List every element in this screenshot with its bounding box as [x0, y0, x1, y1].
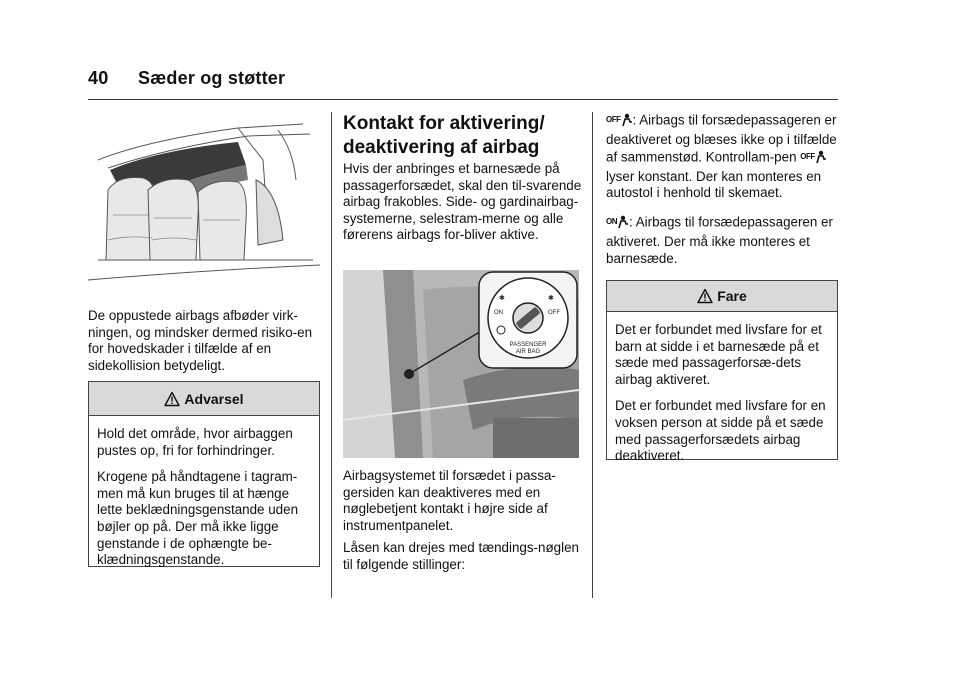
curtain-airbag-illustration [88, 120, 320, 292]
danger-box [606, 280, 838, 464]
airbag-off-text-2: lyser konstant. Der kan monteres en autostol i henhold til skemaet. [606, 168, 822, 201]
airbag-switch-photo [343, 270, 579, 458]
warning-box-body [89, 416, 319, 577]
airbag-off-text: : Airbags til forsædepassageren er deaktiveret og blæses ikke op i tilfælde af sammenstød. Kontrollam-pen [606, 112, 837, 165]
switch-on-label: ON [494, 310, 503, 316]
warning-triangle-icon [697, 288, 713, 304]
switch-description: Airbagsystemet til forsædet i passa-gersiden kan deaktiveres med en nøglebetjent kontakt i højre side af instrumentpanelet. [343, 468, 556, 533]
warning-paragraph: Hold det område, hvor airbaggen pustes op, fri for forhindringer. [97, 426, 293, 458]
svg-text:✱: ✱ [548, 295, 554, 302]
airbag-off-description [606, 112, 840, 202]
intro-paragraph: Hvis der anbringes et barnesæde på passagerforsædet, skal den til-svarende airbag frakobles. Side- og gardinairbag-systemerne, selestram-merne og alle førerens airbags for-bliver aktive. [343, 161, 582, 243]
danger-box-header [607, 281, 837, 312]
danger-paragraph: Det er forbundet med livsfare for et barn at sidde i et barnesæde på et sæde med passagerforsæ-dets airbag aktiveret. [615, 322, 822, 387]
curtain-airbag-caption: De oppustede airbags afbøder virk-ningen, og mindsker dermed risiko-en for hovedskader i tilfælde af en sidekollision betydeligt. [88, 308, 313, 373]
warning-paragraph: Krogene på håndtagene i tagram-men må kun bruges til at hænge lette beklædningsgenstande uden bøjler op på. Der må ikke ligge genstande i de ophængte be-klædningsgenstande. [97, 469, 299, 568]
warning-title: Advarsel [184, 390, 244, 407]
switch-off-label: OFF [548, 310, 560, 316]
warning-box [88, 381, 320, 567]
warning-box-header [89, 382, 319, 416]
switch-positions-intro: Låsen kan drejes med tændings-nøglen til følgende stillinger: [343, 540, 579, 572]
danger-paragraph: Det er forbundet med livsfare for en voksen person at sidde på et sæde med passagerforsædets airbag deaktiveret. [615, 398, 826, 464]
switch-airbag-label: AIR BAG [515, 349, 541, 355]
header-rule [88, 99, 838, 100]
warning-triangle-icon [164, 391, 180, 407]
airbag-on-description [606, 214, 840, 267]
airbag-on-icon: ON [606, 214, 629, 234]
page-header [88, 68, 285, 89]
airbag-on-text: : Airbags til forsædepassageren er aktiveret. Der må ikke monteres et barnesæde. [606, 214, 833, 266]
airbag-off-icon: OFF [606, 112, 633, 132]
airbag-off-lamp-icon: OFF [800, 149, 827, 169]
page-number: 40 [88, 68, 109, 88]
column-divider [331, 112, 332, 598]
svg-text:✱: ✱ [499, 295, 505, 302]
danger-title: Fare [717, 288, 747, 304]
switch-passenger-label: PASSENGER [509, 342, 547, 348]
danger-box-body [607, 312, 837, 473]
section-heading: Kontakt for aktivering/ deaktivering af airbag [343, 113, 545, 158]
section-title: Sæder og støtter [138, 68, 286, 88]
column-divider [592, 112, 593, 598]
